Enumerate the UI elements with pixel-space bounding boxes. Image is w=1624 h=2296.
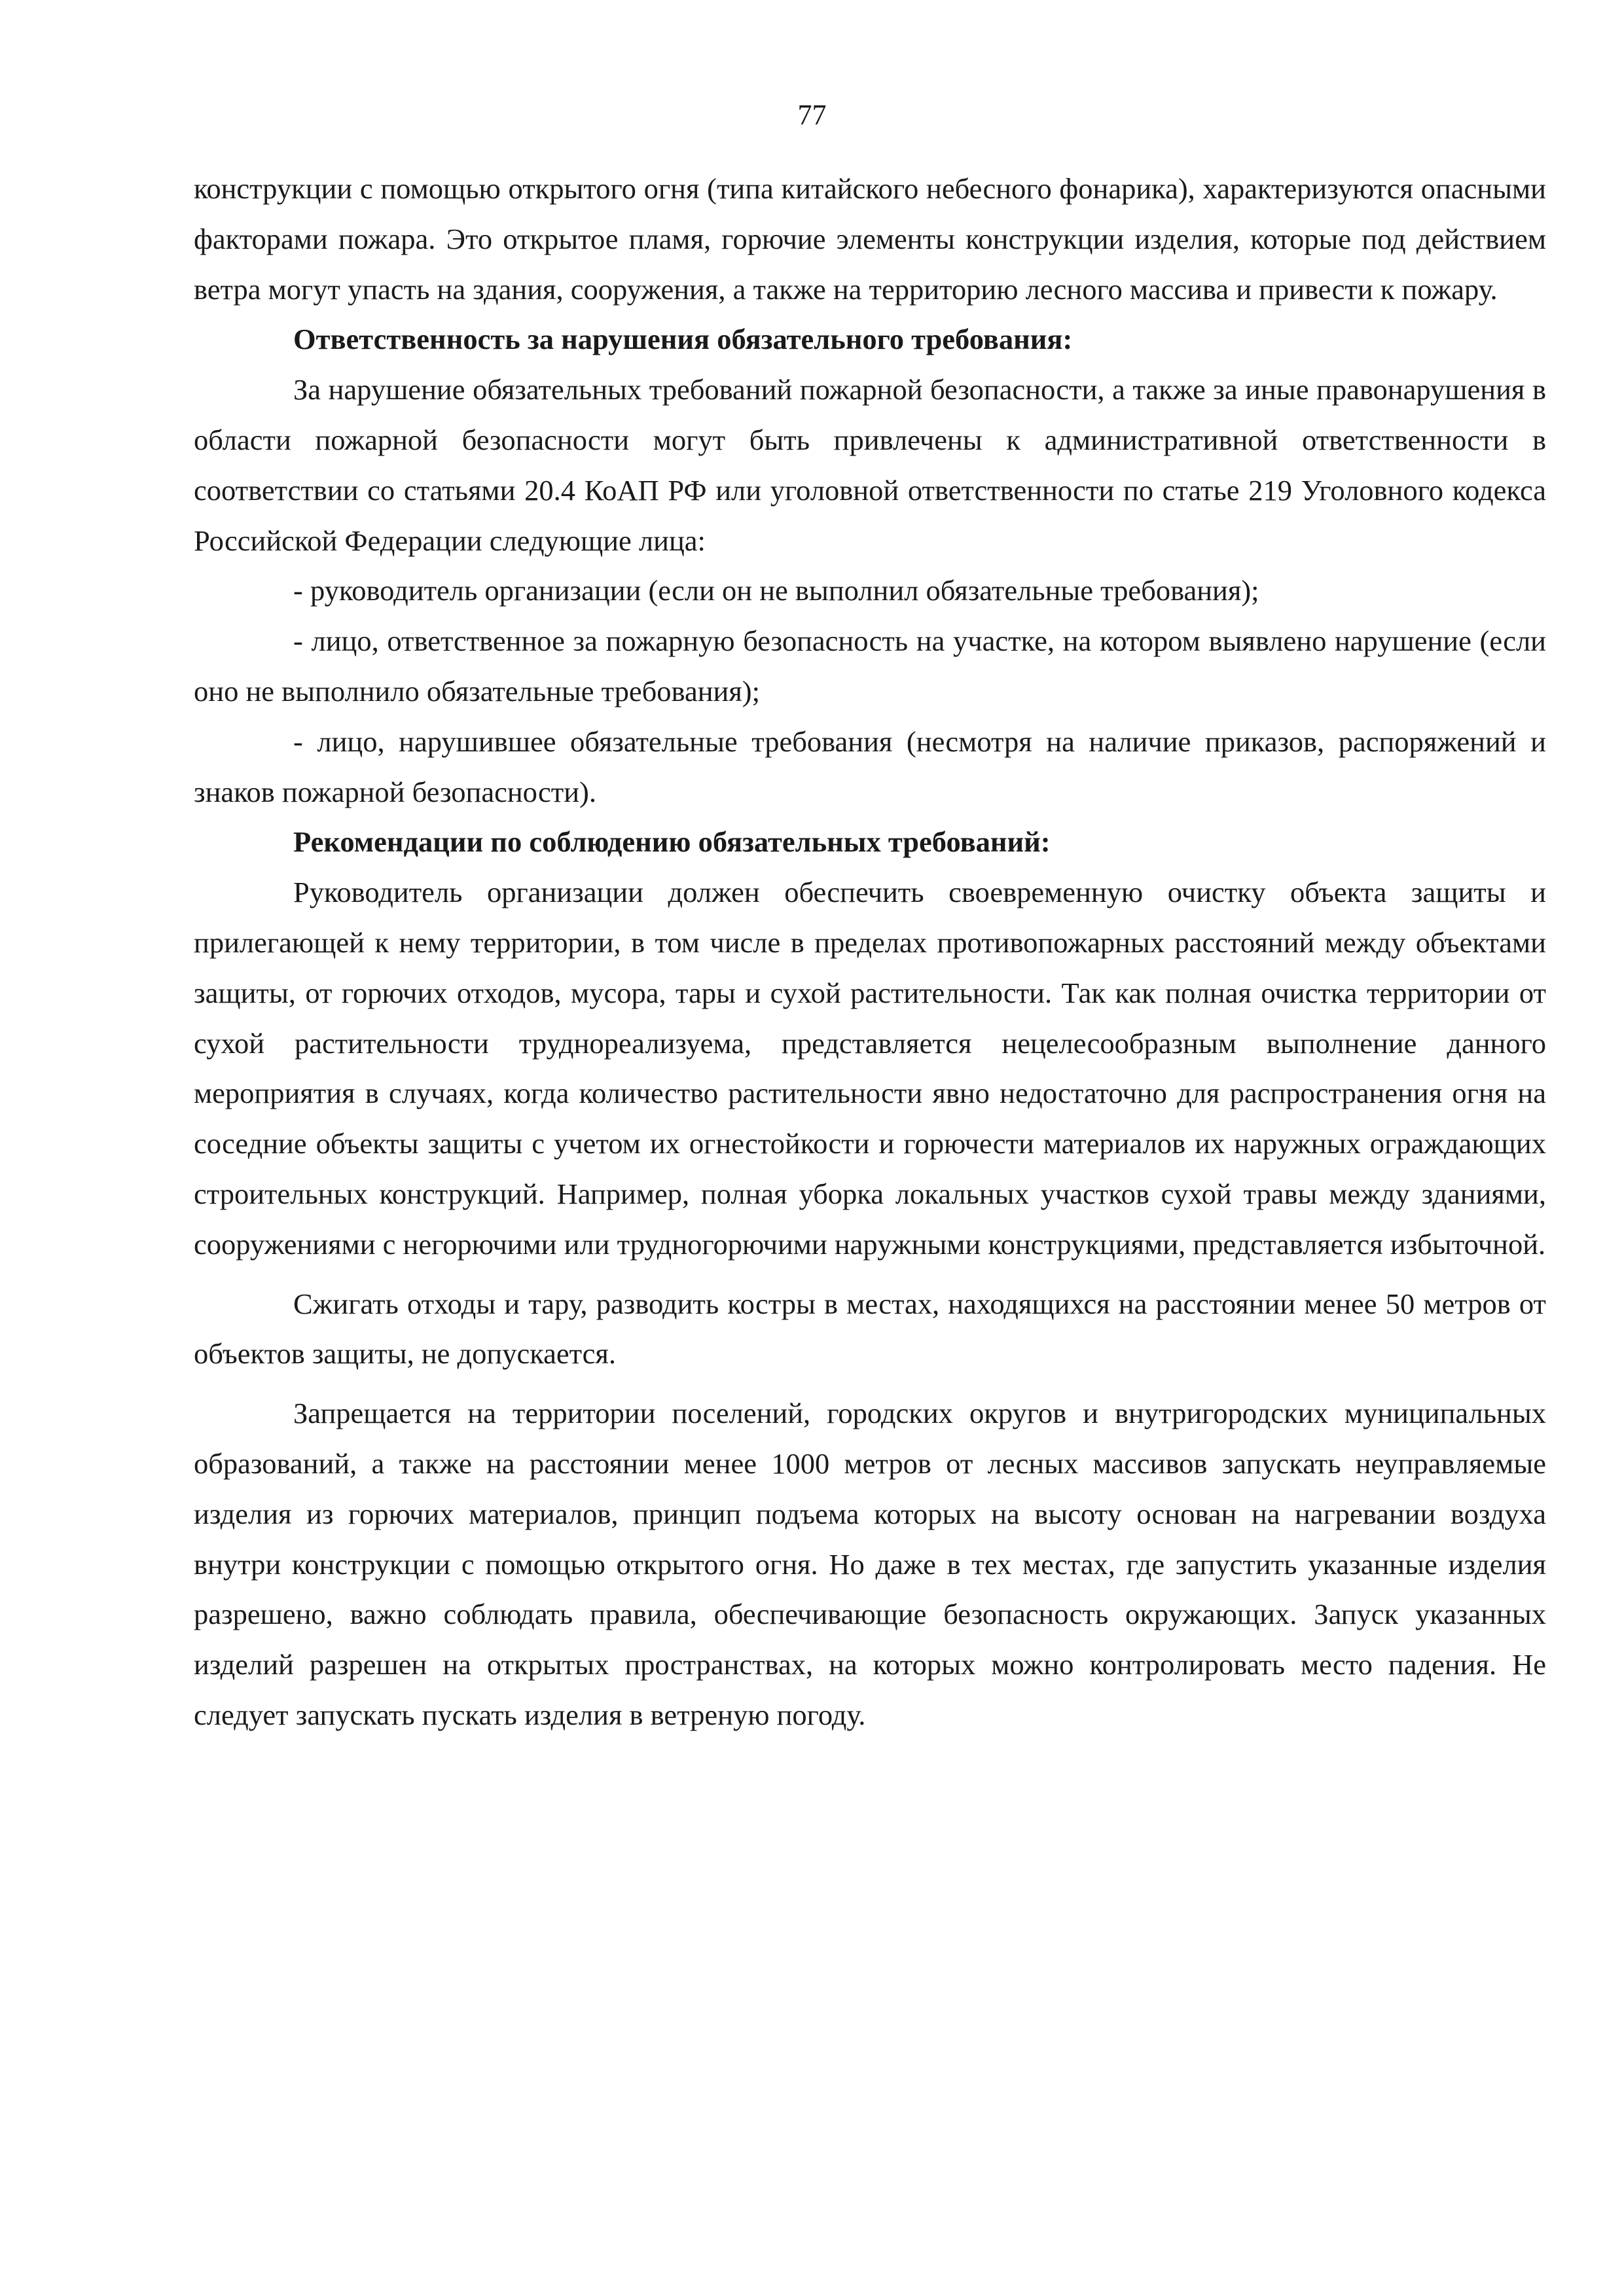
list-item: - лицо, ответственное за пожарную безопасность на участке, на котором выявлено нарушение (если оно не выполнило обязательные требования); (194, 624, 1546, 708)
list-item: - лицо, нарушившее обязательные требования (несмотря на наличие приказов, распоряжений и знаков пожарной безопасности). (194, 725, 1546, 808)
document-body (194, 164, 1546, 1740)
list-item: - руководитель организации (если он не выполнил обязательные требования); (293, 574, 1259, 607)
page-number: 77 (797, 99, 827, 131)
paragraph-recommendations: Руководитель организации должен обеспечить своевременную очистку объекта защиты и прилегающей к нему территории, в том числе в пределах противопожарных расстояний между объектами защиты, от горючих отходов, мусора, тары и сухой растительности. Так как полная очистка территории от сухой растительности труднореализуема, представляется нецелесообразным выполнение данного мероприятия в случаях, когда количество растительности явно недостаточно для распространения огня на соседние объекты защиты с учетом их огнестойкости и горючести материалов их наружных ограждающих строительных конструкций. Например, полная уборка локальных участков сухой травы между зданиями, сооружениями с негорючими или трудногорючими наружными конструкциями, представляется избыточной. (194, 876, 1546, 1261)
paragraph-responsibility: За нарушение обязательных требований пожарной безопасности, а также за иные правонарушения в области пожарной безопасности могут быть привлечены к административной ответственности в соответствии со статьями 20.4 КоАП РФ или уголовной ответственности по статье 219 Уголовного кодекса Российской Федерации следующие лица: (194, 373, 1546, 557)
heading-recommendations: Рекомендации по соблюдению обязательных требований: (293, 825, 1051, 859)
heading-responsibility: Ответственность за нарушения обязательного требования: (293, 323, 1073, 356)
paragraph-prohibition: Запрещается на территории поселений, городских округов и внутригородских муниципальных образований, а также на расстоянии менее 1000 метров от лесных массивов запускать неуправляемые изделия из горючих материалов, принцип подъема которых на высоту основан на нагревании воздуха внутри конструкции с помощью открытого огня. Но даже в тех местах, где запустить указанные изделия разрешено, важно соблюдать правила, обеспечивающие безопасность окружающих. Запуск указанных изделий разрешен на открытых пространствах, на которых можно контролировать место падения. Не следует запускать пускать изделия в ветреную погоду. (194, 1397, 1546, 1731)
paragraph-burning: Сжигать отходы и тару, разводить костры в местах, находящихся на расстоянии менее 50 метров от объектов защиты, не допускается. (194, 1287, 1546, 1371)
paragraph-continuation: конструкции с помощью открытого огня (типа китайского небесного фонарика), характеризуются опасными факторами пожара. Это открытое пламя, горючие элементы конструкции изделия, которые под действием ветра могут упасть на здания, сооружения, а также на территорию лесного массива и привести к пожару. (194, 172, 1546, 306)
